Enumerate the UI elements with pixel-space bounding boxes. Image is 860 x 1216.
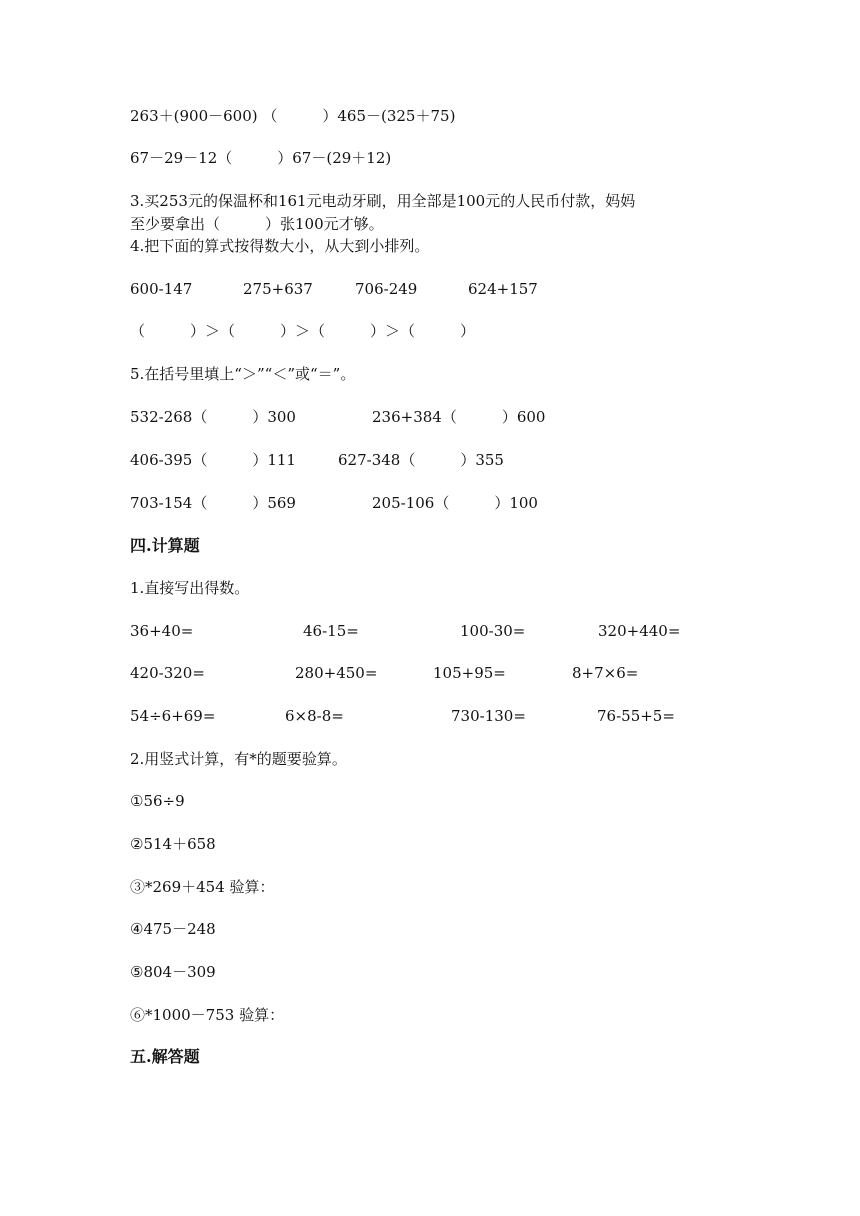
mental-r1-c2: 46-15=: [303, 622, 359, 640]
q5-title: 5.在括号里填上“＞”“＜”或“＝”。: [130, 365, 356, 383]
mental-r2-c3: 105+95=: [433, 664, 506, 682]
s4-q2-title: 2.用竖式计算，有*的题要验算。: [130, 750, 347, 768]
section-5-heading: 五.解答题: [130, 1047, 200, 1066]
mental-r3-c1: 54÷6+69=: [130, 707, 216, 725]
mental-r3-c3: 730-130=: [451, 707, 526, 725]
q3-line-1: 3.买253元的保温杯和161元电动牙刷，用全部是100元的人民币付款，妈妈: [130, 192, 636, 210]
mental-r3-c4: 76-55+5=: [597, 707, 675, 725]
q4-item-3: 706-249: [355, 280, 418, 298]
s4-q1-title: 1.直接写出得数。: [130, 579, 250, 597]
vertical-problem-4: ④475－248: [130, 920, 216, 938]
q5-row1-right: 236+384（ ）600: [372, 408, 546, 426]
vertical-problem-2: ②514＋658: [130, 835, 216, 853]
vertical-problem-5: ⑤804－309: [130, 963, 216, 981]
mental-r1-c1: 36+40=: [130, 622, 194, 640]
vertical-problem-1: ①56÷9: [130, 792, 185, 810]
q5-row3-right: 205-106（ ）100: [372, 494, 538, 512]
comparison-row-1: 263＋(900－600) （ ）465－(325＋75): [130, 107, 456, 125]
q4-order-line: （ ）＞（ ）＞（ ）＞（ ）: [130, 322, 476, 340]
q4-item-1: 600-147: [130, 280, 193, 298]
q5-row2-right: 627-348（ ）355: [338, 451, 504, 469]
vertical-problem-3: ③*269＋454 验算：: [130, 878, 275, 896]
section-4-heading: 四.计算题: [130, 536, 200, 555]
mental-r2-c1: 420-320=: [130, 664, 205, 682]
mental-r1-c4: 320+440=: [598, 622, 681, 640]
mental-r3-c2: 6×8-8=: [285, 707, 344, 725]
q3-line-2: 至少要拿出（ ）张100元才够。: [130, 215, 384, 233]
comparison-row-2: 67－29－12（ ）67－(29＋12): [130, 149, 392, 167]
mental-r1-c3: 100-30=: [460, 622, 526, 640]
q4-title: 4.把下面的算式按得数大小，从大到小排列。: [130, 237, 430, 255]
q5-row1-left: 532-268（ ）300: [130, 408, 296, 426]
vertical-problem-6: ⑥*1000－753 验算：: [130, 1006, 285, 1024]
q4-item-4: 624+157: [468, 280, 538, 298]
q5-row2-left: 406-395（ ）111: [130, 451, 296, 469]
q4-item-2: 275+637: [243, 280, 313, 298]
mental-r2-c2: 280+450=: [295, 664, 378, 682]
mental-r2-c4: 8+7×6=: [572, 664, 639, 682]
q5-row3-left: 703-154（ ）569: [130, 494, 296, 512]
